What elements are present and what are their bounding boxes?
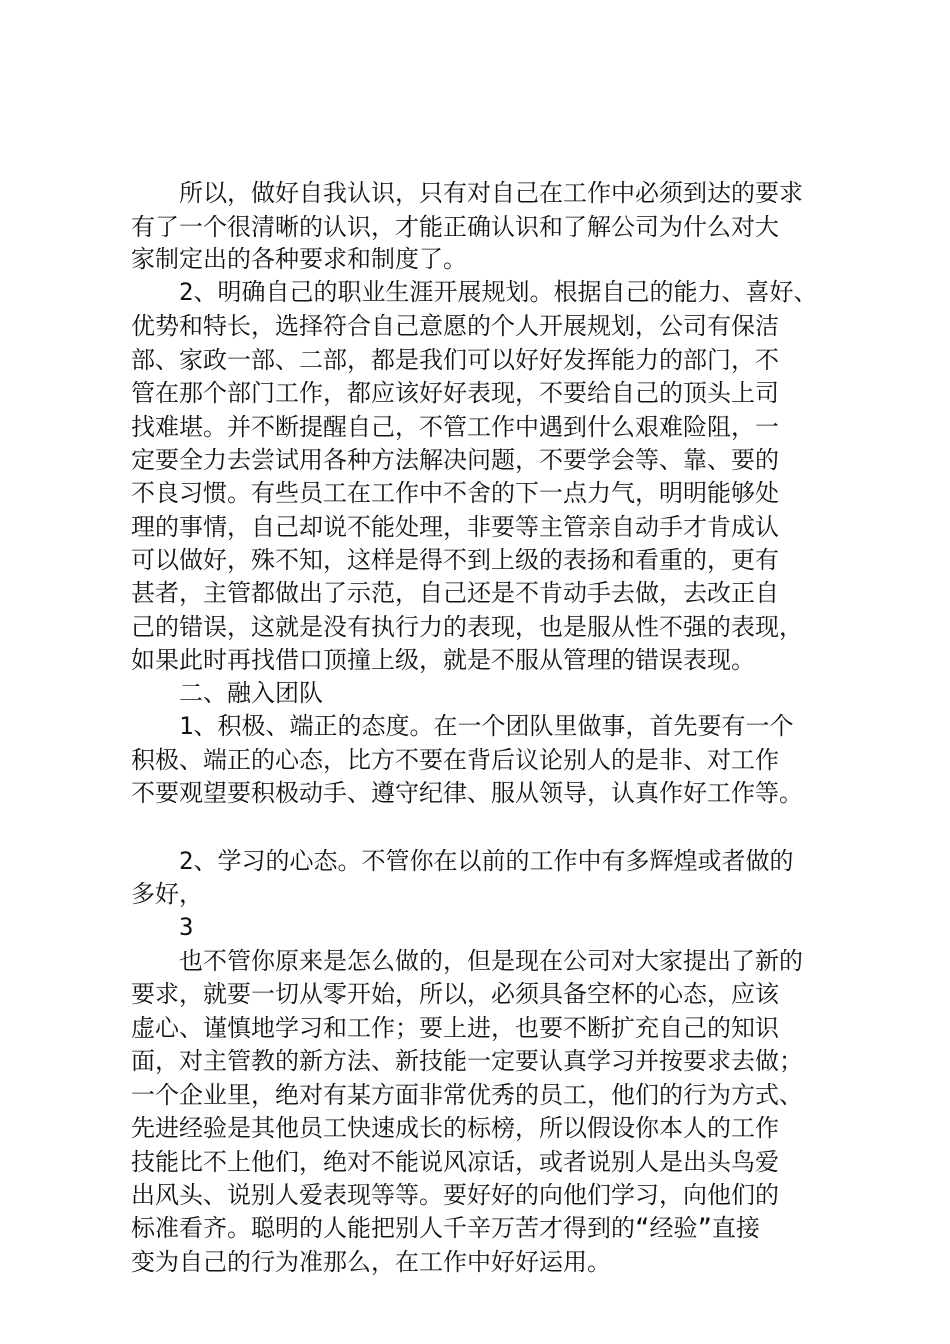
text-line: 先进经验是其他员工快速成长的标榜，所以假设你本人的工作 (131, 1114, 779, 1142)
section-heading: 二、融入团队 (179, 679, 323, 707)
text-line: 所以，做好自我认识，只有对自己在工作中必须到达的要求 (179, 179, 803, 207)
text-line: 一个企业里，绝对有某方面非常优秀的员工，他们的行为方式、 (131, 1081, 803, 1109)
text-line: 虚心、谨慎地学习和工作；要上进，也要不断扩充自己的知识 (131, 1014, 779, 1042)
text-line: 变为自己的行为准那么，在工作中好好运用。 (131, 1248, 611, 1276)
text-line: 定要全力去尝试用各种方法解决问题，不要学会等、靠、要的 (131, 446, 779, 474)
text-line: 理的事情，自己却说不能处理，非要等主管亲自动手才肯成认 (131, 513, 779, 541)
text-line: 可以做好，殊不知，这样是得不到上级的表扬和看重的，更有 (131, 546, 779, 574)
text-line: 2、明确自己的职业生涯开展规划。根据自己的能力、喜好、 (179, 278, 818, 306)
text-line: 不良习惯。有些员工在工作中不舍的下一点力气，明明能够处 (131, 479, 779, 507)
text-line: 部、家政一部、二部，都是我们可以好好发挥能力的部门，不 (131, 346, 779, 374)
text-line: 出风头、说别人爱表现等等。要好好的向他们学习，向他们的 (131, 1181, 779, 1209)
text-line: 多好， (131, 880, 203, 908)
text-line: 标准看齐。聪明的人能把别人千辛万苦才得到的“经验”直接 (131, 1214, 760, 1242)
text-line: 己的错误，这就是没有执行力的表现，也是服从性不强的表现， (131, 613, 803, 641)
page-number: 3 (179, 913, 194, 941)
text-line: 面，对主管教的新方法、新技能一定要认真学习并按要求去做； (131, 1047, 803, 1075)
text-line: 管在那个部门工作，都应该好好表现，不要给自己的顶头上司 (131, 379, 779, 407)
text-line: 有了一个很清晰的认识，才能正确认识和了解公司为什么对大 (131, 213, 779, 241)
text-line: 也不管你原来是怎么做的，但是现在公司对大家提出了新的 (179, 947, 803, 975)
text-line: 2、学习的心态。不管你在以前的工作中有多辉煌或者做的 (179, 847, 794, 875)
text-line: 不要观望要积极动手、遵守纪律、服从领导，认真作好工作等。 (131, 779, 803, 807)
text-line: 技能比不上他们，绝对不能说风凉话，或者说别人是出头鸟爱 (131, 1148, 779, 1176)
text-line: 家制定出的各种要求和制度了。 (131, 245, 467, 273)
text-line: 优势和特长，选择符合自己意愿的个人开展规划，公司有保洁 (131, 312, 779, 340)
text-line: 1、积极、端正的态度。在一个团队里做事，首先要有一个 (179, 712, 794, 740)
text-line: 积极、端正的心态，比方不要在背后议论别人的是非、对工作 (131, 746, 779, 774)
text-line: 找难堪。并不断提醒自己，不管工作中遇到什么艰难险阻，一 (131, 413, 779, 441)
text-line: 如果此时再找借口顶撞上级，就是不服从管理的错误表现。 (131, 646, 755, 674)
text-line: 要求，就要一切从零开始，所以，必须具备空杯的心态，应该 (131, 980, 779, 1008)
text-line: 甚者，主管都做出了示范，自己还是不肯动手去做，去改正自 (131, 579, 779, 607)
